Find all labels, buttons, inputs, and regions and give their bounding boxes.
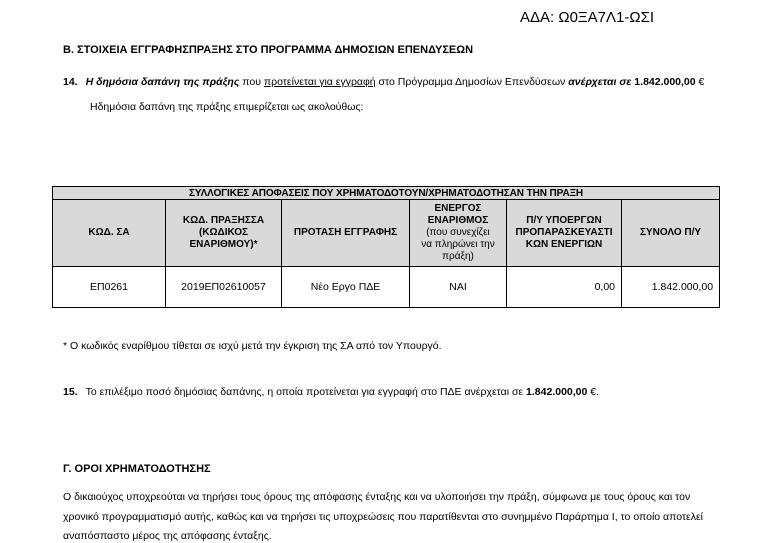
header-kod-praxis: ΚΩΔ. ΠΡΑΞΗΣΣΑ (ΚΩΔΙΚΟΣ ΕΝΑΡΙΘΜΟΥ)*: [166, 200, 282, 267]
footnote: * Ο κωδικός εναρίθμου τίθεται σε ισχύ μετά την έγκριση της ΣΑ από τον Υπουργό.: [63, 340, 442, 352]
item-15-paragraph: [63, 386, 599, 398]
section-b-title: Β. ΣΤΟΙΧΕΙΑ ΕΓΓΡΑΦΗΣΠΡΑΞΗΣ ΣΤΟ ΠΡΟΓΡΑΜΜΑ ΔΗΜΟΣΙΩΝ ΕΠΕΝΔΥΣΕΩΝ: [63, 44, 474, 56]
cell-kod-praxis: 2019ΕΠ02610057: [166, 267, 282, 308]
cell-energos: ΝΑΙ: [410, 267, 507, 308]
item-15-number: 15.: [63, 386, 78, 398]
header-kod-sa: ΚΩΔ. ΣΑ: [53, 200, 166, 267]
cell-py: 0,00: [507, 267, 622, 308]
section-g-line-3: αναπόσπαστο μέρος της απόφασης ένταξης.: [63, 530, 272, 542]
section-g-line-2: χρονικό προγραμματισμό αυτής, καθώς και να τηρήσει τις υποχρεώσεις που παρατίθενται στο συνημμένο Παράρτημα Ι, το οποίο αποτελεί: [63, 511, 703, 523]
item-14-text-underlined: προτείνεται για εγγραφή: [263, 76, 376, 88]
section-g-title: Γ. ΟΡΟΙ ΧΡΗΜΑΤΟΔΟΤΗΣΗΣ: [63, 463, 211, 475]
table-row: [53, 267, 720, 308]
item-14-number: 14.: [63, 76, 78, 88]
item-14-text: που: [239, 76, 264, 88]
table-header-row: [53, 200, 720, 267]
item-14-text-bold-italic: ανέρχεται σε: [568, 76, 632, 88]
header-py-ypoergon: Π/Υ ΥΠΟΕΡΓΩΝ ΠΡΟΠΑΡΑΣΚΕΥΑΣΤΙ ΚΩΝ ΕΝΕΡΓΙΩΝ: [507, 200, 622, 267]
item-14-paragraph: [63, 76, 704, 88]
item-14-line2: Ηδημόσια δαπάνη της πράξης επιμερίζεται ως ακολούθως:: [90, 101, 364, 113]
item-14-text: στο Πρόγραμμα Δημοσίων Επενδύσεων: [375, 76, 569, 88]
funding-decisions-table: [52, 186, 720, 308]
header-protasi: ΠΡΟΤΑΣΗ ΕΓΓΡΑΦΗΣ: [282, 200, 410, 267]
item-15-amount: 1.842.000,00: [526, 386, 588, 398]
header-synolo: ΣΥΝΟΛΟ Π/Υ: [622, 200, 720, 267]
item-14-text-bold-italic: Η δημόσια δαπάνη της πράξης: [85, 76, 240, 88]
item-14-currency: €: [695, 76, 705, 88]
table-caption: ΣΥΛΛΟΓΙΚΕΣ ΑΠΟΦΑΣΕΙΣ ΠΟΥ ΧΡΗΜΑΤΟΔΟΤΟΥΝ/ΧΡΗΜΑΤΟΔΟΤΗΣΑΝ ΤΗΝ ΠΡΑΞΗ: [53, 187, 720, 200]
item-15-text: Το επιλέξιμο ποσό δημόσιας δαπάνης, η οποία προτείνεται για εγγραφή στο ΠΔΕ ανέρχεται σε: [85, 386, 527, 398]
cell-kod-sa: ΕΠ0261: [53, 267, 166, 308]
ada-code: ΑΔΑ: Ω0ΞΑ7Λ1-ΩΣΙ: [520, 9, 655, 26]
section-g-line-1: Ο δικαιούχος υποχρεούται να τηρήσει τους όρους της απόφασης ένταξης και να υλοποιήσει την πράξη, σύμφωνα με τους όρους και τον: [63, 491, 691, 503]
item-14-amount: 1.842.000,00: [631, 76, 696, 88]
item-15-tail: €.: [587, 386, 600, 398]
header-energos: ΕΝΕΡΓΟΣ ΕΝΑΡΙΘΜΟΣ (που συνεχίζει να πληρώνει την πράξη): [410, 200, 507, 267]
cell-synolo: 1.842.000,00: [622, 267, 720, 308]
cell-protasi: Νέο Εργο ΠΔΕ: [282, 267, 410, 308]
